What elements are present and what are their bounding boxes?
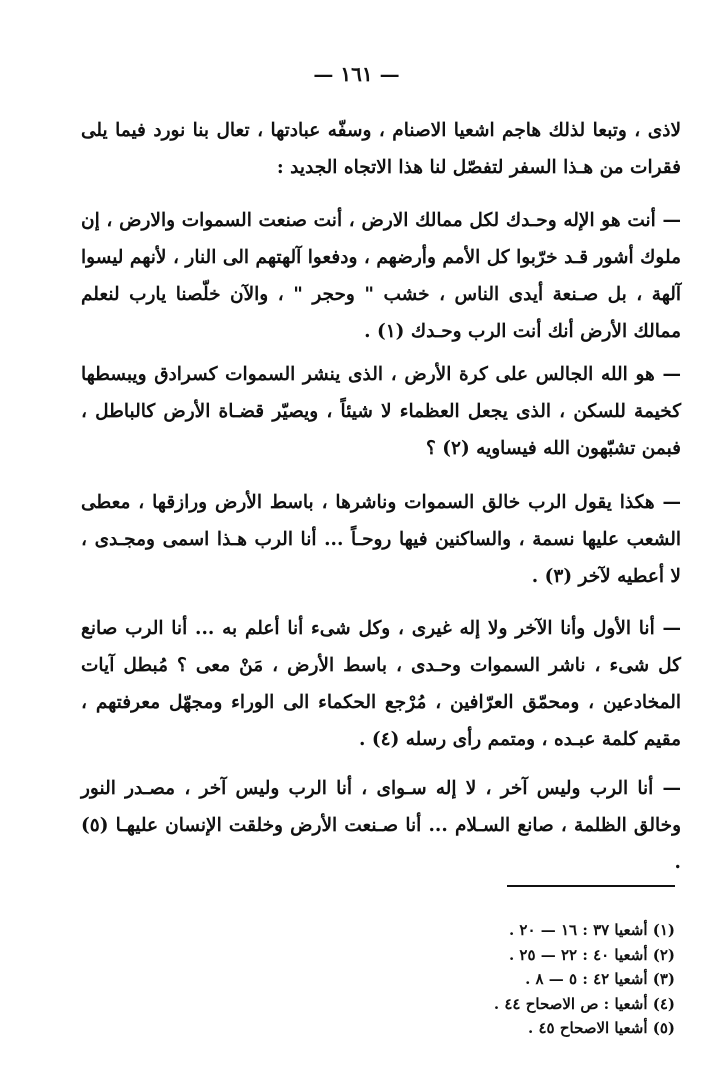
paragraph-quote-1: — أنت هو الإله وحـدك لكل ممالك الارض ، أنت صنعت السموات والارض ، إن ملوك أشور قـد خرّبوا كل الأمم وأرضهم ، ودفعوا آلهتهم الى النار ، لأنهم ليسوا آلهة ، بل صـنعة أيدى الناس ، خشب " وحجر " ، والآن خلّصنا يارب لنعلم ممالك الأرض أنك أنت الرب وحـدك (١) .: [81, 210, 681, 342]
footnotes: [345, 918, 675, 1041]
footnote-item: (٢) أشعيا ٤٠ : ٢٢ — ٢٥ .: [508, 945, 675, 964]
page-number: — ١٦١ —: [313, 62, 400, 86]
paragraph-quote-2: — هو الله الجالس على كرة الأرض ، الذى ينشر السموات كسرادق ويبسطها كخيمة للسكن ، الذى يجعل العظماء لا شيئاً ، ويصيّر قضـاة الأرض كالباطل ، فبمن تشبّهون الله فيساويه (٢) ؟: [81, 364, 681, 459]
paragraph-quote-4: — أنا الأول وأنا الآخر ولا إله غيرى ، وكل شىء أنا أعلم به ... أنا الرب صانع كل شىء ، ناشر السموات وحـدى ، باسط الأرض ، مَنْ معى ؟ مُبطل آيات المخادعين ، ومحمّق العرّافين ، مُرْجع الحكماء الى الوراء ومجهّل معرفتهم ، مقيم كلمة عبـده ، ومتمم رأى رسله (٤) .: [81, 618, 681, 750]
footnote-item: (٣) أشعيا ٤٢ : ٥ — ٨ .: [525, 970, 675, 988]
footnote-item: (١) أشعيا ٣٧ : ١٦ — ٢٠ .: [508, 921, 675, 939]
footnote-item: (٤) أشعيا : ص الاصحاح ٤٤ .: [493, 994, 675, 1013]
footnote-divider: [507, 885, 675, 887]
paragraph-intro: لاذى ، وتبعا لذلك هاجم اشعيا الاصنام ، وسفّه عبادتها ، تعال بنا نورد فيما يلى فقرات من هـذا السفر لتفصّل لنا هذا الاتجاه الجديد :: [81, 120, 681, 178]
paragraph-quote-3: — هكذا يقول الرب خالق السموات وناشرها ، باسط الأرض ورازقها ، معطى الشعب عليها نسمة ، والساكنين فيها روحـاً ... أنا الرب هـذا اسمى ومجـدى ، لا أعطيه لآخر (٣) .: [81, 492, 681, 587]
paragraph-quote-5: — أنا الرب وليس آخر ، لا إله سـواى ، أنا الرب وليس آخر ، مصـدر النور وخالق الظلمة ، صانع السـلام ... أنا صـنعت الأرض وخلقت الإنسان عليهـا (٥) .: [81, 778, 681, 873]
footnote-item: (٥) أشعيا الاصحاح ٤٥ .: [528, 1019, 675, 1037]
